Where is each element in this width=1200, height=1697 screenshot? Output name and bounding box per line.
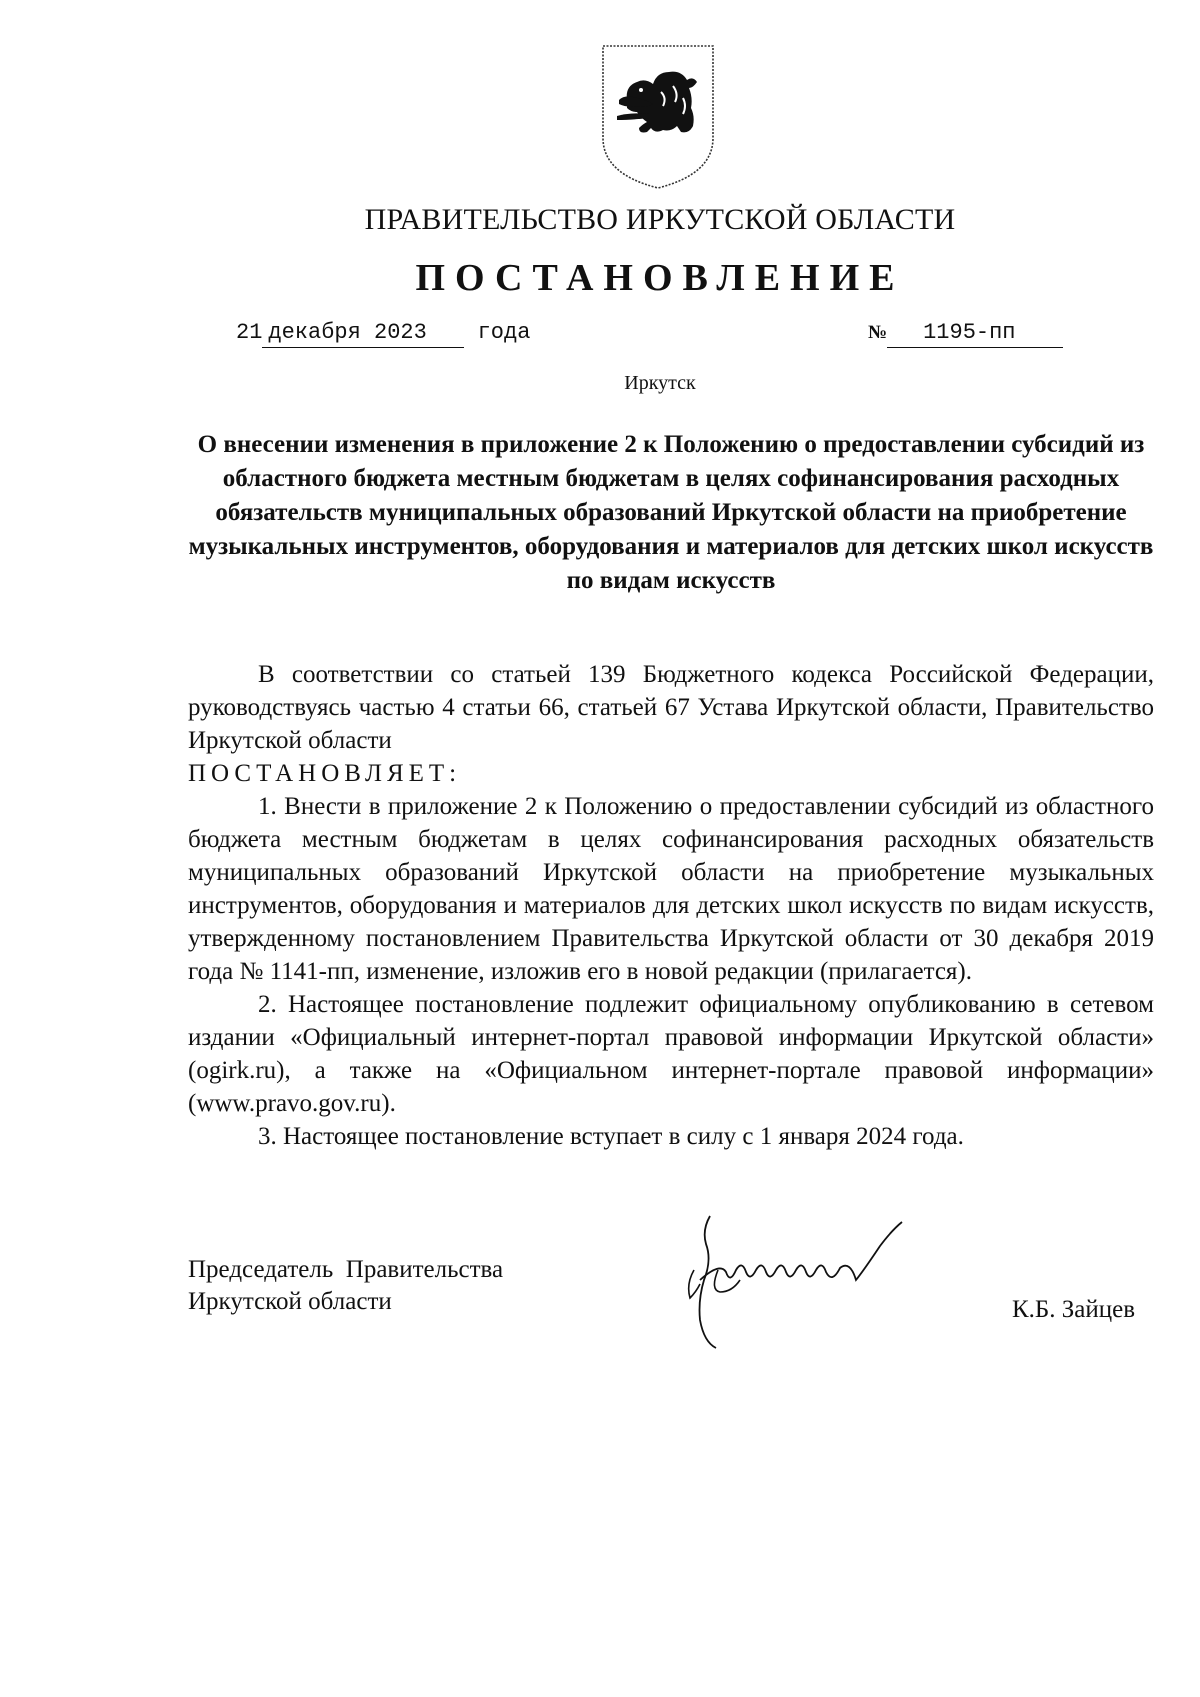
item-2-paragraph: 2. Настоящее постановление подлежит официальному опубликованию в сетевом издании «Официальный интернет-портал правовой информации Иркутской области» (ogirk.ru), а также на «Официальном интернет-портале правовой информации» (www.pravo.gov.ru). (188, 991, 1154, 1117)
date-suffix: года (477, 320, 531, 345)
document-number (868, 320, 1063, 348)
document-body (188, 658, 1154, 1153)
signatory-position (188, 1254, 503, 1318)
date-day: 21 (236, 320, 263, 345)
city: Иркутск (624, 372, 696, 394)
item-3-paragraph: 3. Настоящее постановление вступает в силу с 1 января 2024 года. (258, 1123, 964, 1150)
signatory-name: К.Б. Зайцев (1012, 1296, 1136, 1323)
resolves-heading: ПОСТАНОВЛЯЕТ: (188, 760, 462, 787)
preamble-paragraph: В соответствии со статьей 139 Бюджетного кодекса Российской Федерации, руководствуясь частью 4 статьи 66, статьей 67 Устава Иркутской области, Правительство Иркутской области (188, 661, 1154, 754)
coat-of-arms-icon (597, 42, 719, 192)
item-1-paragraph: 1. Внести в приложение 2 к Положению о предоставлении субсидий из областного бюджета местным бюджетам в целях софинансирования расходных обязательств муниципальных образований Иркутской области на приобретение музыкальных инструментов, оборудования и материалов для детских школ искусств по видам искусств, утвержденному постановлением Правительства Иркутской области от 30 декабря 2019 года № 1141-пп, изменение, изложив его в новой редакции (прилагается). (188, 793, 1154, 985)
document-type-heading: ПОСТАНОВЛЕНИЕ (415, 257, 905, 299)
document-date (236, 320, 530, 348)
date-month-year: декабря 2023 (262, 320, 464, 348)
number-sign: № (868, 322, 888, 343)
organization-title: ПРАВИТЕЛЬСТВО ИРКУТСКОЙ ОБЛАСТИ (364, 203, 956, 236)
number-value: 1195-пп (887, 320, 1063, 348)
signatory-position-line-2: Иркутской области (188, 1288, 392, 1315)
handwritten-signature-icon (680, 1210, 940, 1360)
signatory-position-line-1: Председатель Правительства (188, 1256, 504, 1283)
document-subject: О внесении изменения в приложение 2 к Положению о предоставлении субсидий из областного бюджета местным бюджетам в целях софинансирования расходных обязательств муниципальных образований Иркутской области на приобретение музыкальных инструментов, оборудования и материалов для детских школ искусств по видам искусств (188, 431, 1154, 594)
